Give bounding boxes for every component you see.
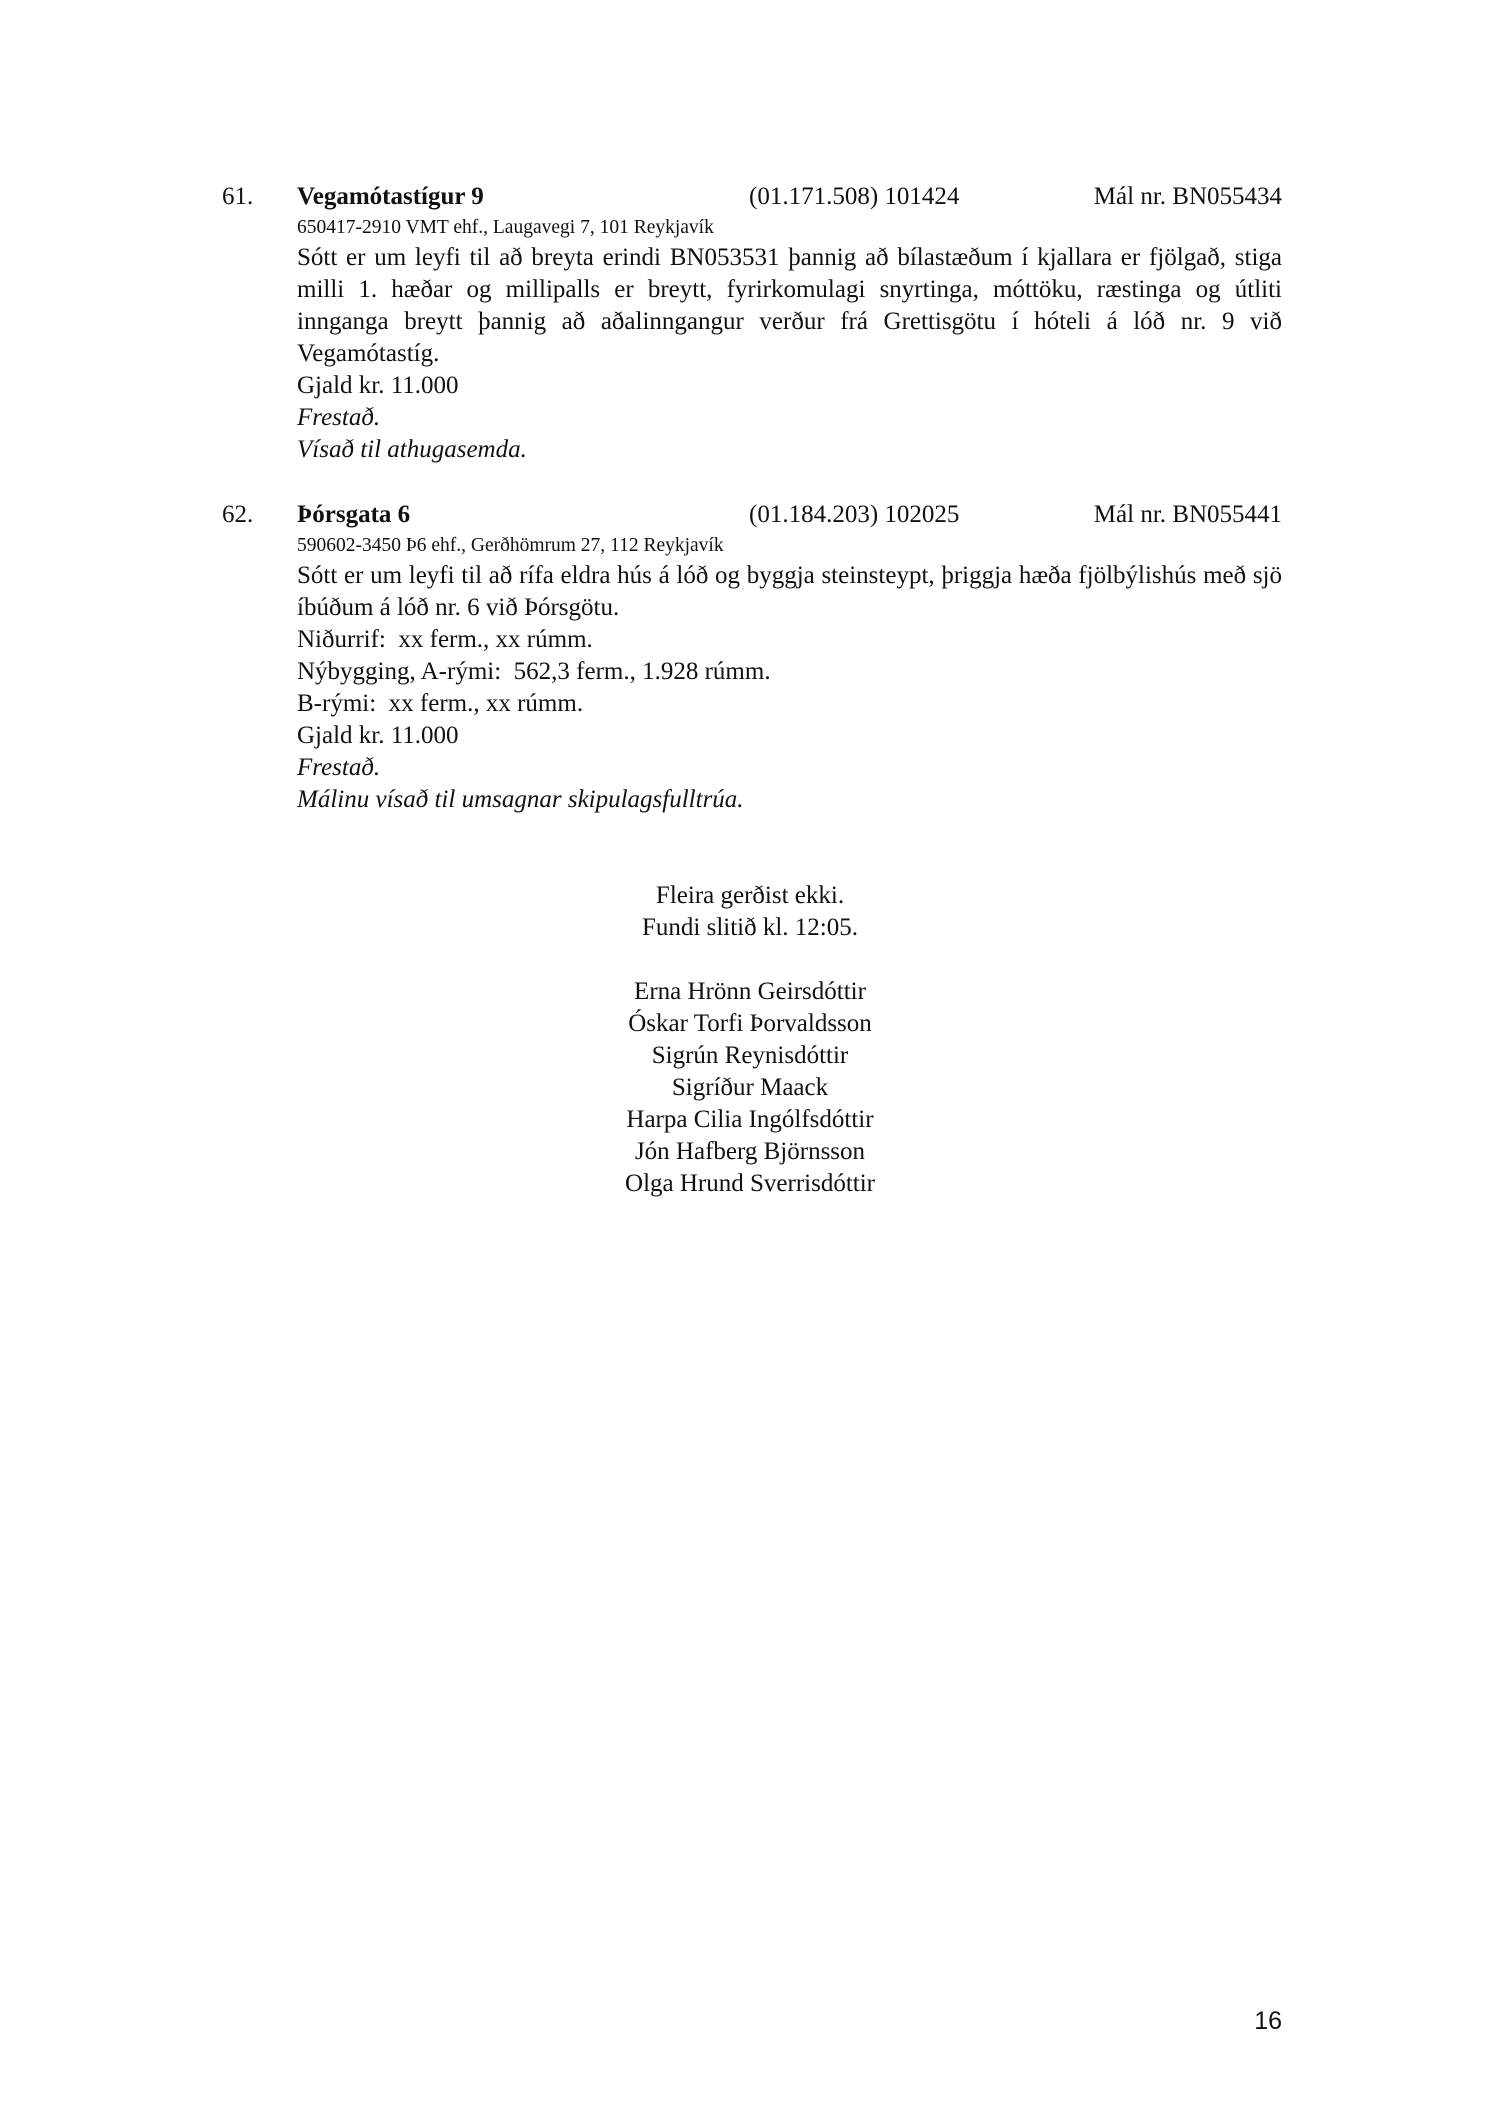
meeting-closing [0, 880, 1500, 1200]
page-number: 16 [1254, 2007, 1282, 2035]
attendee-name: Erna Hrönn Geirsdóttir [634, 978, 866, 1005]
attendee-name: Óskar Torfi Þorvaldsson [628, 1010, 872, 1037]
item-number: 62. [222, 501, 254, 528]
attendee-name: Sigrún Reynisdóttir [651, 1042, 849, 1069]
closing-time: Fundi slitið kl. 12:05. [641, 914, 858, 941]
attendee-name: Olga Hrund Sverrisdóttir [625, 1170, 875, 1197]
item-decision: Frestað. [297, 754, 381, 781]
item-applicant: 590602-3450 Þ6 ehf., Gerðhömrum 27, 112 Reykjavík [297, 535, 724, 556]
item-note: Málinu vísað til umsagnar skipulagsfulltrúa. [297, 786, 744, 813]
spacer [0, 944, 1500, 976]
item-decision: Frestað. [297, 404, 381, 431]
item-reference: (01.171.508) 101424 [749, 183, 960, 210]
item-address: Þórsgata 6 [297, 501, 411, 528]
item-description: Sótt er um leyfi til að breyta erindi BN053531 þannig að bílastæðum í kjallara er fjölgað, stiga milli 1. hæðar og millipalls er breytt, fyrirkomulagi snyrtinga, móttöku, ræstinga og útliti innganga breytt þannig að aðalinngangur verður frá Grettisgötu í hóteli á lóð nr. 9 við Vegamótastíg. [297, 244, 1282, 367]
item-detail-demolition: Niðurrif: xx ferm., xx rúmm. [297, 626, 593, 653]
item-body [297, 532, 1282, 816]
item-case-number: Mál nr. BN055441 [1093, 501, 1282, 528]
item-address: Vegamótastígur 9 [297, 183, 484, 210]
item-detail-new-building: Nýbygging, A-rými: 562,3 ferm., 1.928 rúmm. [297, 658, 771, 685]
closing-line: Fleira gerðist ekki. [655, 882, 845, 909]
item-header [222, 180, 1282, 214]
item-detail-b-space: B-rými: xx ferm., xx rúmm. [297, 690, 584, 717]
agenda-item [222, 180, 1282, 466]
item-applicant: 650417-2910 VMT ehf., Laugavegi 7, 101 Reykjavík [297, 217, 714, 238]
item-note: Vísað til athugasemda. [297, 436, 527, 463]
attendee-name: Harpa Cilia Ingólfsdóttir [626, 1106, 874, 1133]
item-case-number: Mál nr. BN055434 [1093, 183, 1282, 210]
attendee-name: Sigríður Maack [671, 1074, 829, 1101]
item-body [297, 214, 1282, 466]
item-number: 61. [222, 183, 254, 210]
agenda-item [222, 498, 1282, 816]
item-description: Sótt er um leyfi til að rífa eldra hús á lóð og byggja steinsteypt, þriggja hæða fjölbýlishús með sjö íbúðum á lóð nr. 6 við Þórsgötu. [297, 562, 1282, 621]
attendee-name: Jón Hafberg Björnsson [634, 1138, 866, 1165]
item-fee: Gjald kr. 11.000 [297, 722, 459, 749]
item-fee: Gjald kr. 11.000 [297, 372, 459, 399]
item-header [222, 498, 1282, 532]
item-reference: (01.184.203) 102025 [749, 501, 960, 528]
